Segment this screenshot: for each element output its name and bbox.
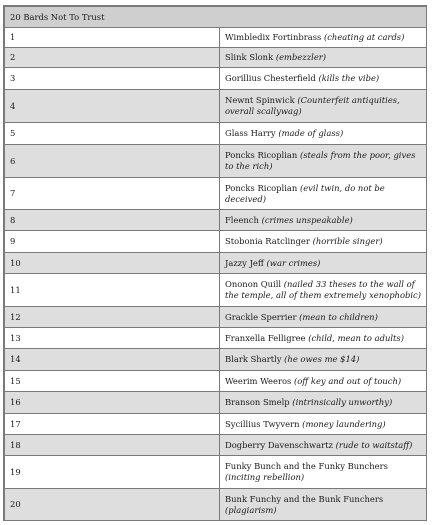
- bard-name: Ononon Quill: [225, 279, 282, 289]
- bard-note: (Counterfeit antiquities, overall scallywag): [225, 95, 400, 116]
- row-number: 17: [5, 414, 220, 435]
- row-number: 14: [5, 349, 220, 371]
- bard-name: Sycillius Twyvern: [225, 418, 300, 429]
- bard-name: Fleench: [225, 214, 259, 225]
- bard-name: Slink Slonk: [225, 52, 274, 62]
- bard-name: Blark Shartly: [225, 354, 282, 364]
- table-row: [5, 274, 427, 307]
- bard-entry: [220, 489, 427, 521]
- table-row: [5, 456, 427, 489]
- table-row: [5, 123, 427, 145]
- bard-note: (cheating at cards): [323, 32, 405, 42]
- bard-note: (steals from the poor, gives to the rich): [225, 150, 416, 171]
- bard-entry: [220, 456, 427, 489]
- bard-name: Stobonia Ratclinger: [225, 236, 310, 246]
- bard-note: (evil twin, do not be deceived): [225, 182, 385, 204]
- bard-entry: [220, 28, 427, 48]
- table-row: [5, 253, 427, 274]
- bards-table-container: [3, 5, 427, 521]
- bard-entry: [220, 371, 427, 392]
- bard-entry: [220, 414, 427, 435]
- table-row: [5, 328, 427, 349]
- bard-name: Weerim Weeros: [225, 375, 292, 386]
- row-number: 5: [5, 123, 220, 145]
- row-number: 15: [5, 371, 220, 392]
- bard-note: (off key and out of touch): [293, 375, 402, 386]
- row-number: 10: [5, 253, 220, 274]
- bard-entry: [220, 68, 427, 90]
- row-number: 12: [5, 307, 220, 328]
- bard-name: Franxella Felligree: [225, 332, 306, 343]
- bard-note: (kills the vibe): [318, 73, 380, 83]
- bard-entry: [220, 307, 427, 328]
- table-row: [5, 178, 427, 210]
- bard-entry: [220, 210, 427, 231]
- bard-entry: [220, 253, 427, 274]
- bard-name: Grackle Sperrier: [225, 311, 297, 322]
- bard-note: (child, mean to adults): [308, 332, 404, 343]
- bard-name: Wimbledix Fortinbrass: [225, 32, 322, 42]
- table-row: [5, 489, 427, 521]
- table-row: [5, 414, 427, 435]
- bard-note: (made of glass): [278, 128, 344, 138]
- bard-note: (inciting rebellion): [225, 472, 305, 482]
- row-number: 13: [5, 328, 220, 349]
- bard-note: (crimes unspeakable): [261, 214, 353, 225]
- bard-entry: [220, 145, 427, 178]
- bard-entry: [220, 435, 427, 456]
- bard-entry: [220, 328, 427, 349]
- row-number: 8: [5, 210, 220, 231]
- table-row: [5, 307, 427, 328]
- row-number: 16: [5, 392, 220, 414]
- table-row: [5, 231, 427, 253]
- row-number: 3: [5, 68, 220, 90]
- row-number: 19: [5, 456, 220, 489]
- table-row: [5, 68, 427, 90]
- bard-name: Funky Bunch and the Funky Bunchers: [225, 461, 388, 471]
- table-row: [5, 210, 427, 231]
- bard-note: (mean to children): [299, 311, 378, 322]
- row-number: 6: [5, 145, 220, 178]
- table-title: 20 Bards Not To Trust: [5, 7, 427, 28]
- row-number: 2: [5, 48, 220, 68]
- bard-entry: [220, 48, 427, 68]
- bard-note: (nailed 33 theses to the wall of the temple, all of them extremely xenophobic): [225, 279, 421, 300]
- row-number: 9: [5, 231, 220, 253]
- bard-name: Poncks Ricoplian: [225, 182, 298, 193]
- bard-name: Jazzy Jeff: [225, 257, 264, 268]
- table-header-row: [5, 7, 427, 28]
- bard-entry: [220, 123, 427, 145]
- bards-table: [4, 6, 427, 521]
- bard-name: Bunk Funchy and the Bunk Funchers: [225, 493, 384, 504]
- bard-note: (intrinsically unworthy): [292, 397, 393, 407]
- bard-note: (horrible singer): [312, 236, 383, 246]
- bard-name: Newnt Spinwick: [225, 95, 295, 105]
- row-number: 18: [5, 435, 220, 456]
- table-row: [5, 435, 427, 456]
- table-row: [5, 349, 427, 371]
- table-row: [5, 371, 427, 392]
- table-row: [5, 145, 427, 178]
- row-number: 1: [5, 28, 220, 48]
- bard-entry: [220, 349, 427, 371]
- bard-name: Gorillius Chesterfield: [225, 73, 316, 83]
- bard-entry: [220, 90, 427, 123]
- row-number: 20: [5, 489, 220, 521]
- bard-note: (embezzler): [275, 52, 327, 62]
- row-number: 4: [5, 90, 220, 123]
- bard-name: Branson Smelp: [225, 397, 290, 407]
- bard-name: Dogberry Davenschwartz: [225, 439, 333, 450]
- table-row: [5, 90, 427, 123]
- bard-entry: [220, 274, 427, 307]
- bard-note: (war crimes): [266, 257, 321, 268]
- bard-entry: [220, 178, 427, 210]
- bard-note: (money laundering): [302, 418, 386, 429]
- bard-note: (rude to waitstaff): [335, 439, 413, 450]
- row-number: 11: [5, 274, 220, 307]
- bard-note: (plagiarism): [225, 504, 277, 515]
- bard-entry: [220, 231, 427, 253]
- table-row: [5, 48, 427, 68]
- row-number: 7: [5, 178, 220, 210]
- bard-name: Poncks Ricoplian: [225, 150, 298, 160]
- bard-entry: [220, 392, 427, 414]
- bard-name: Glass Harry: [225, 128, 276, 138]
- table-row: [5, 392, 427, 414]
- bard-note: (he owes me $14): [284, 354, 360, 364]
- table-row: [5, 28, 427, 48]
